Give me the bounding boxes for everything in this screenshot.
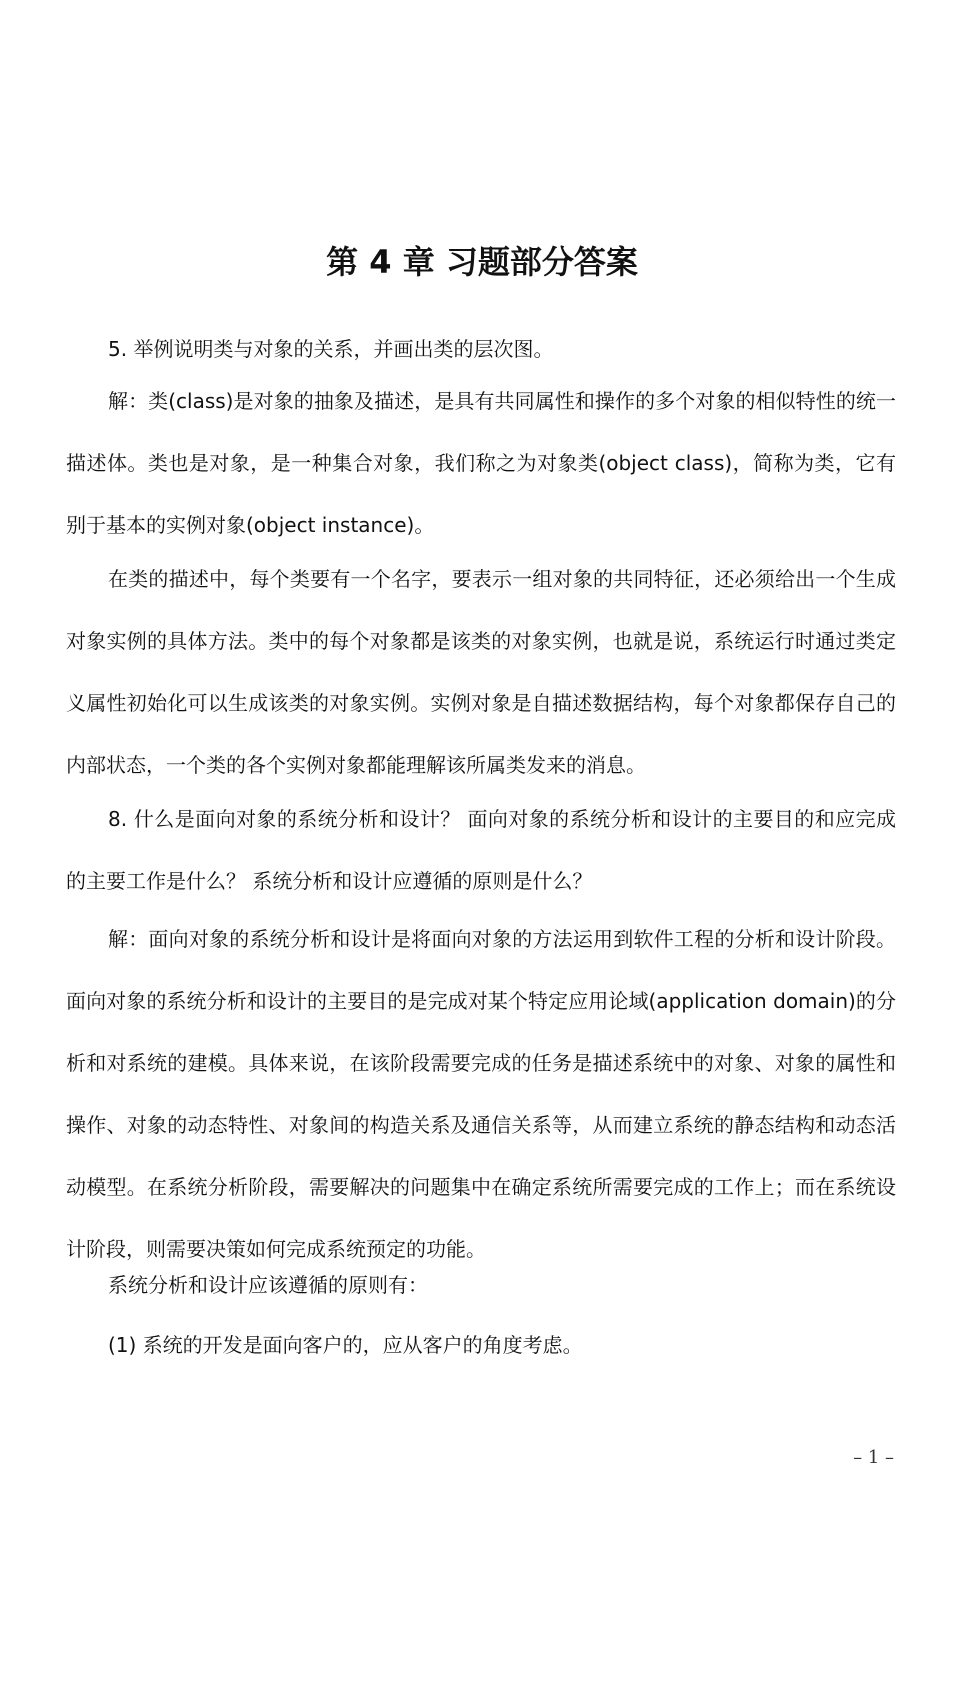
question-8: 8. 什么是面向对象的系统分析和设计？ 面向对象的系统分析和设计的主要目的和应完成的主要工作是什么？ 系统分析和设计应遵循的原则是什么？ [66,807,896,893]
answer-5-paragraph-2: 在类的描述中，每个类要有一个名字，要表示一组对象的共同特征，还必须给出一个生成对象实例的具体方法。类中的每个对象都是该类的对象实例，也就是说，系统运行时通过类定义属性初始化可以生成该类的对象实例。实例对象是自描述数据结构，每个对象都保存自己的内部状态，一个类的各个实例对象都能理解该所属类发来的消息。 [66,567,896,777]
principle-1: (1) 系统的开发是面向客户的，应从客户的角度考虑。 [108,1333,583,1357]
principles-heading: 系统分析和设计应该遵循的原则有： [108,1273,428,1297]
answer-8-paragraph-1: 解：面向对象的系统分析和设计是将面向对象的方法运用到软件工程的分析和设计阶段。面向对象的系统分析和设计的主要目的是完成对某个特定应用论域(application domain)的分析和对系统的建模。具体来说，在该阶段需要完成的任务是描述系统中的对象、对象的属性和操作、对象的动态特性、对象间的构造关系及通信关系等，从而建立系统的静态结构和动态活动模型。在系统分析阶段，需要解决的问题集中在确定系统所需要完成的工作上；而在系统设计阶段，则需要决策如何完成系统预定的功能。 [66,927,896,1261]
answer-5-paragraph-1: 解：类(class)是对象的抽象及描述，是具有共同属性和操作的多个对象的相似特性的统一描述体。类也是对象，是一种集合对象，我们称之为对象类(object class)，简称为类，它有别于基本的实例对象(object instance)。 [66,389,896,537]
page-title: 第 4 章 习题部分答案 [326,243,638,281]
page-number: – 1 – [853,1447,894,1468]
question-5: 5. 举例说明类与对象的关系，并画出类的层次图。 [108,337,554,361]
